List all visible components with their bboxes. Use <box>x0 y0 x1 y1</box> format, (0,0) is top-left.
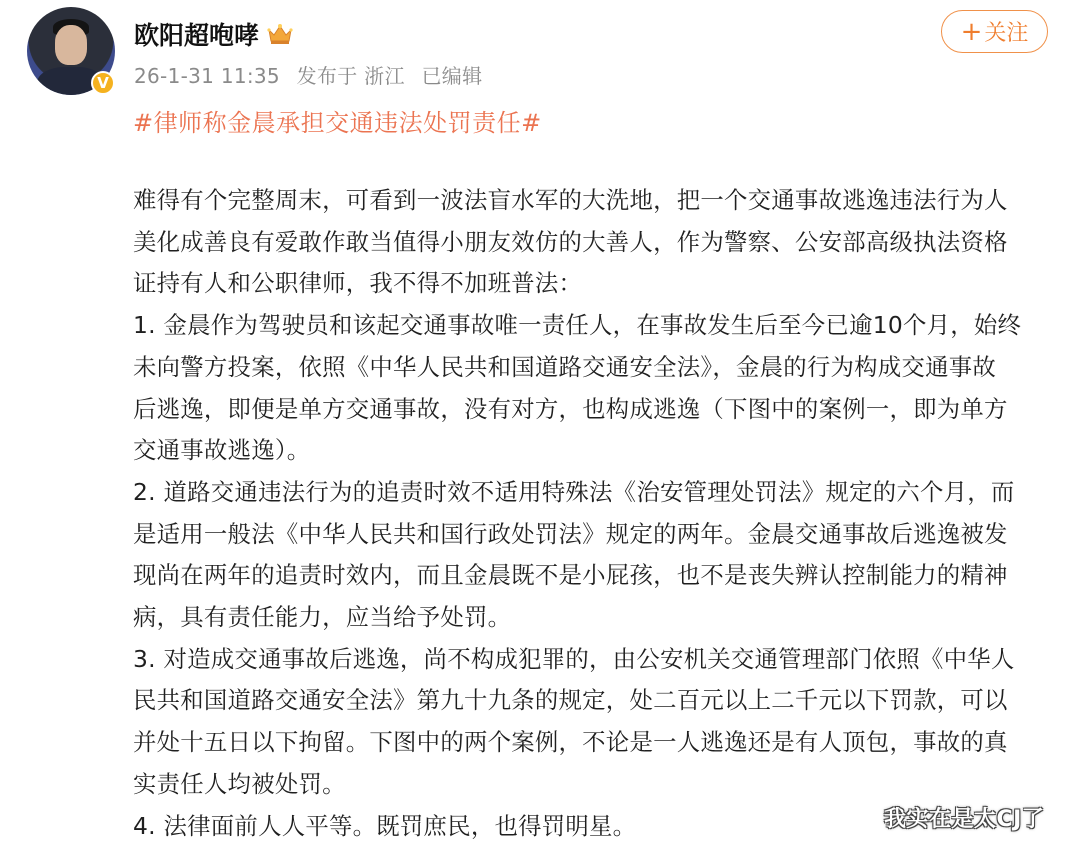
post-paragraph-intro: 难得有个完整周末，可看到一波法盲水军的大洗地，把一个交通事故逃逸违法行为人 美化成善良有爱敢作敢当值得小朋友效仿的大善人，作为警察、公安部高级执法资格 证持有人和公职律师，我不得不加班普法： <box>133 186 1008 298</box>
user-name-row <box>134 16 293 52</box>
follow-label: 关注 <box>984 21 1029 46</box>
post-body <box>133 180 1038 847</box>
post-paragraph-1: 1. 金晨作为驾驶员和该起交通事故唯一责任人，在事故发生后至今已逾10个月，始终 未向警方投案，依照《中华人民共和国道路交通安全法》，金晨的行为构成交通事故 后逃逸，即便是单方交通事故，没有对方，也构成逃逸（下图中的案例一，即为单方 交通事故逃逸）。 <box>133 311 1022 465</box>
crown-icon <box>267 22 293 46</box>
post-paragraph-4: 4. 法律面前人人平等。既罚庶民，也得罚明星。 <box>133 811 637 840</box>
post-paragraph-2: 2. 道路交通违法行为的追责时效不适用特殊法《治安管理处罚法》规定的六个月，而 是适用一般法《中华人民共和国行政处罚法》规定的两年。金晨交通事故后逃逸被发 现尚在两年的追责时效内，而且金晨既不是小屁孩，也不是丧失辨认控制能力的精神 病，具有责任能力，应当给予处罚。 <box>133 477 1015 632</box>
plus-icon: + <box>960 16 983 47</box>
post-edited-label[interactable]: 已编辑 <box>421 64 483 88</box>
post-paragraph-3: 3. 对造成交通事故后逃逸，尚不构成犯罪的，由公安机关交通管理部门依照《中华人 民共和国道路交通安全法》第九十九条的规定，处二百元以上二千元以下罚款，可以 并处十五日以下拘留。下图中的两个案例，不论是一人逃逸还是有人顶包，事故的真 实责任人均被处罚。 <box>133 644 1015 798</box>
watermark: 我实在是太CJ了 <box>884 807 1045 832</box>
post-time: 26-1-31 11:35 <box>134 64 280 88</box>
topic-hashtag[interactable]: #律师称金晨承担交通违法处罚责任# <box>133 109 542 137</box>
post-location: 发布于 浙江 <box>296 64 405 88</box>
verified-badge-icon: V <box>91 71 115 95</box>
post-meta <box>134 60 482 89</box>
avatar-face <box>55 25 87 65</box>
user-name[interactable]: 欧阳超咆哮 <box>134 21 260 50</box>
follow-button[interactable] <box>941 10 1048 53</box>
